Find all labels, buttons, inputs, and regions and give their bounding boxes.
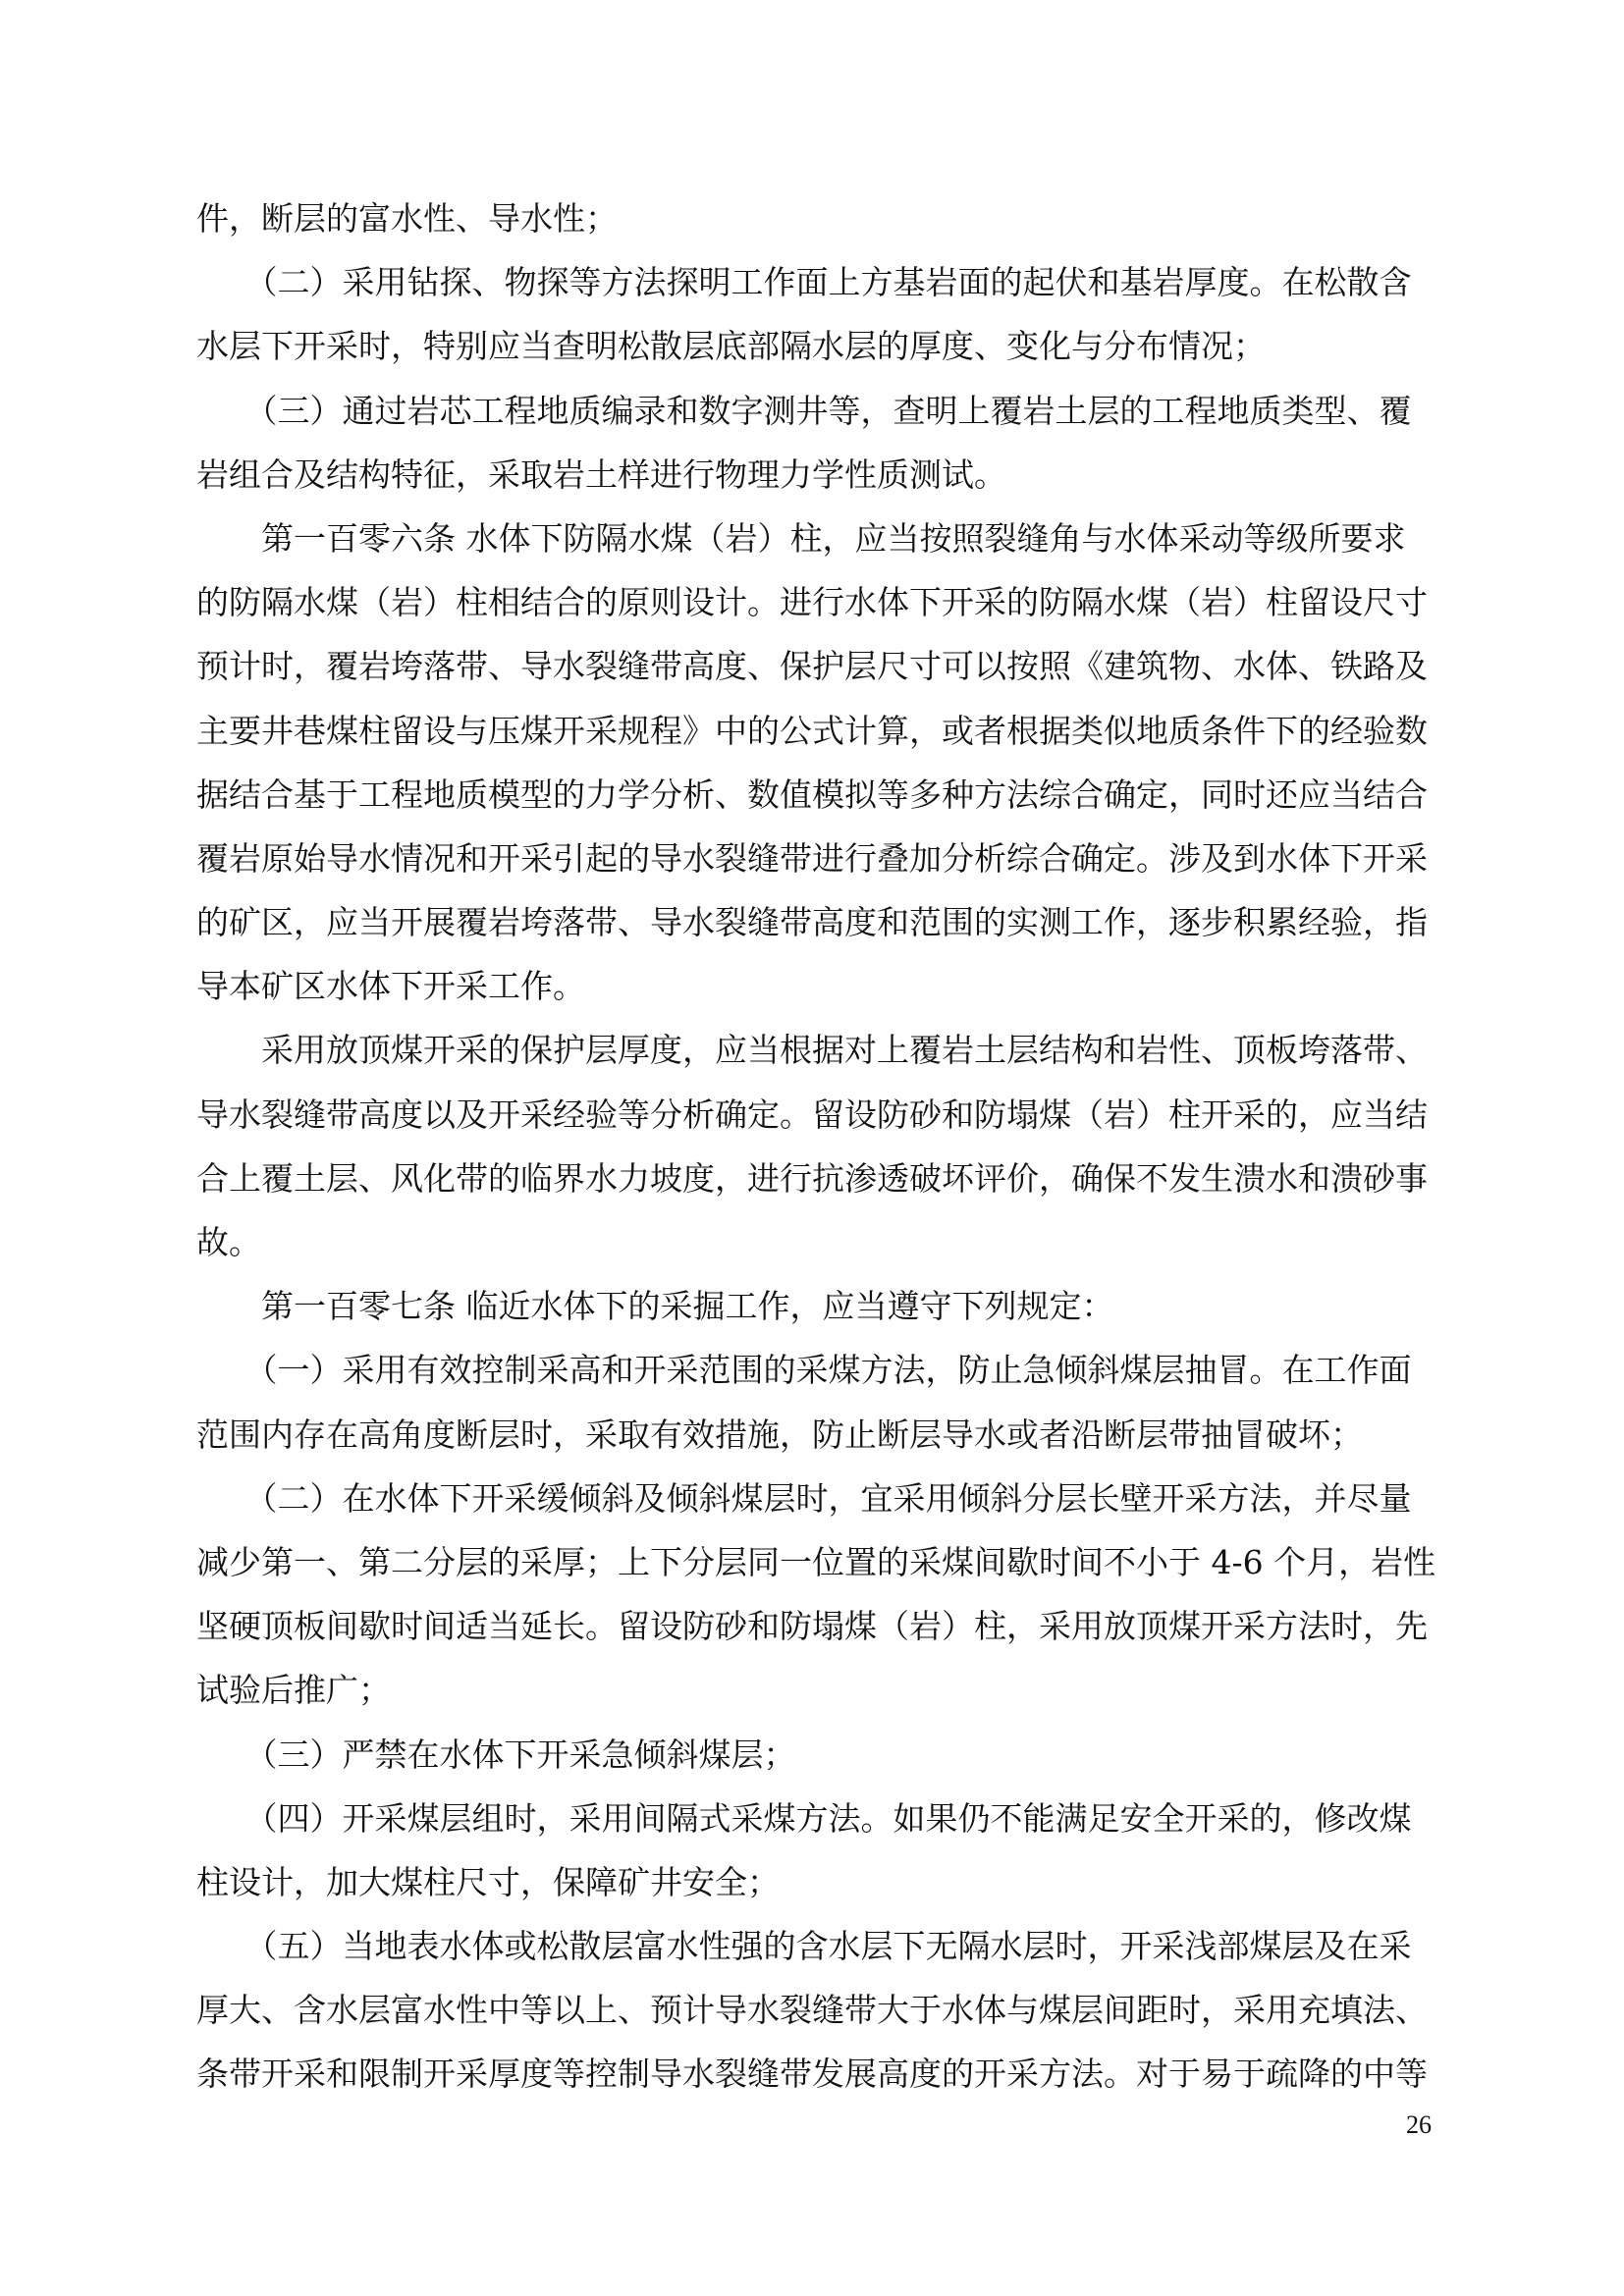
text-line: 故。 [196, 1223, 261, 1261]
text-line: （二）采用钻探、物探等方法探明工作面上方基岩面的起伏和基岩厚度。在松散含 [196, 263, 1412, 302]
text-line: 试验后推广； [196, 1671, 391, 1710]
text-line: 的防隔水煤（岩）柱相结合的原则设计。进行水体下开采的防隔水煤（岩）柱留设尺寸 [196, 583, 1428, 622]
text-line: （一）采用有效控制采高和开采范围的采煤方法，防止急倾斜煤层抽冒。在工作面 [196, 1351, 1412, 1390]
text-line: （五）当地表水体或松散层富水性强的含水层下无隔水层时，开采浅部煤层及在采 [196, 1927, 1412, 1966]
text-line: 坚硬顶板间歇时间适当延长。留设防砂和防塌煤（岩）柱，采用放顶煤开采方法时，先 [196, 1607, 1428, 1646]
text-line: 覆岩原始导水情况和开采引起的导水裂缝带进行叠加分析综合确定。涉及到水体下开采 [196, 838, 1428, 878]
text-line: 水层下开采时，特别应当查明松散层底部隔水层的厚度、变化与分布情况； [196, 327, 1266, 366]
text-line: 导本矿区水体下开采工作。 [196, 967, 585, 1006]
text-line: 第一百零七条 临近水体下的采掘工作，应当遵守下列规定： [196, 1287, 1114, 1326]
text-line: （三）严禁在水体下开采急倾斜煤层； [196, 1735, 796, 1774]
body-text [196, 187, 1434, 2107]
text-line: （四）开采煤层组时，采用间隔式采煤方法。如果仍不能满足安全开采的，修改煤 [196, 1798, 1412, 1838]
text-line: 的矿区，应当开展覆岩垮落带、导水裂缝带高度和范围的实测工作，逐步积累经验，指 [196, 903, 1428, 942]
text-line: 合上覆土层、风化带的临界水力坡度，进行抗渗透破坏评价，确保不发生溃水和溃砂事 [196, 1158, 1428, 1198]
text-line: 据结合基于工程地质模型的力学分析、数值模拟等多种方法综合确定，同时还应当结合 [196, 774, 1428, 814]
text-line: 柱设计，加大煤柱尺寸，保障矿井安全； [196, 1862, 780, 1901]
text-line: 岩组合及结构特征，采取岩土样进行物理力学性质测试。 [196, 454, 1006, 494]
text-line: 厚大、含水层富水性中等以上、预计导水裂缝带大于水体与煤层间距时，采用充填法、 [196, 1991, 1428, 2030]
text-line: 采用放顶煤开采的保护层厚度，应当根据对上覆岩土层结构和岩性、顶板垮落带、 [196, 1031, 1428, 1070]
text-line: 件，断层的富水性、导水性； [196, 199, 618, 238]
page-number: 26 [1406, 2110, 1432, 2139]
text-line: 范围内存在高角度断层时，采取有效措施，防止断层导水或者沿断层带抽冒破坏； [196, 1415, 1363, 1454]
text-line: 导水裂缝带高度以及开采经验等分析确定。留设防砂和防塌煤（岩）柱开采的，应当结 [196, 1095, 1428, 1134]
text-line: （二）在水体下开采缓倾斜及倾斜煤层时，宜采用倾斜分层长壁开采方法，并尽量 [196, 1478, 1412, 1518]
text-line: 条带开采和限制开采厚度等控制导水裂缝带发展高度的开采方法。对于易于疏降的中等 [196, 2055, 1428, 2094]
text-line: （三）通过岩芯工程地质编录和数字测井等，查明上覆岩土层的工程地质类型、覆 [196, 391, 1412, 430]
text-line: 第一百零六条 水体下防隔水煤（岩）柱，应当按照裂缝角与水体采动等级所要求 [196, 518, 1406, 558]
text-line: 主要井巷煤柱留设与压煤开采规程》中的公式计算，或者根据类似地质条件下的经验数 [196, 711, 1428, 750]
text-line: 预计时，覆岩垮落带、导水裂缝带高度、保护层尺寸可以按照《建筑物、水体、铁路及 [196, 647, 1428, 686]
text-line: 减少第一、第二分层的采厚；上下分层同一位置的采煤间歇时间不小于 4-6 个月，岩性 [196, 1542, 1436, 1581]
